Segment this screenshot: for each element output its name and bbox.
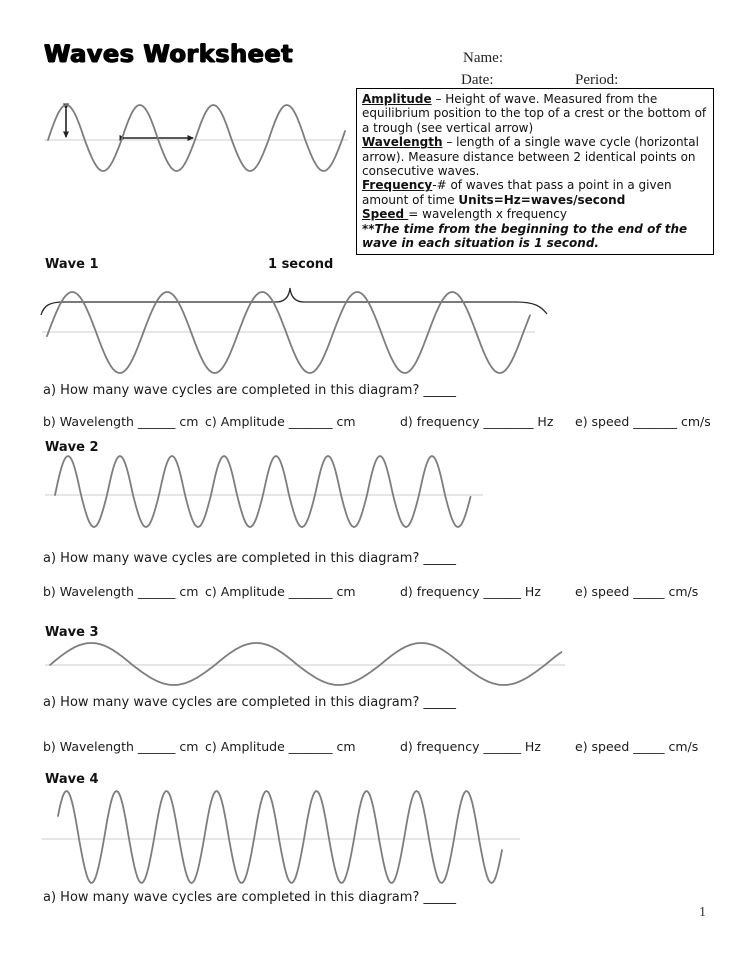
note-text: **The time from the beginning to the end of the wave in each situation is 1 second.	[362, 221, 688, 251]
page-number: 1	[699, 905, 706, 920]
wave-2-question-d: d) frequency ______ Hz	[400, 584, 541, 599]
sine-wave-curve	[58, 791, 502, 883]
one-second-brace	[41, 288, 547, 315]
wave-2-question-b: b) Wavelength ______ cm	[43, 584, 199, 599]
wave-4-diagram	[38, 788, 534, 888]
wave-1-question-b: b) Wavelength ______ cm	[43, 414, 199, 429]
definitions-box	[356, 88, 714, 255]
amplitude-term: Amplitude	[362, 92, 432, 106]
intro-wave-diagram	[38, 93, 358, 189]
wave-3-question-a: a) How many wave cycles are completed in this diagram? _____	[43, 695, 456, 710]
definition-amplitude	[362, 92, 708, 135]
speed-text: = wavelength x frequency	[408, 207, 567, 222]
wave-2-question-a: a) How many wave cycles are completed in this diagram? _____	[43, 551, 456, 566]
wave-3-question-b: b) Wavelength ______ cm	[43, 739, 199, 754]
wave-3-question-a-row	[0, 695, 749, 713]
period-label: Period:	[575, 72, 619, 88]
wave-1-question-a-row	[0, 383, 749, 401]
wave-2-question-b-row	[0, 584, 749, 602]
wave-3-question-b-row	[0, 739, 749, 757]
wave-3-diagram	[38, 638, 580, 690]
wave-1-time-label: 1 second	[268, 257, 334, 272]
wave-3-label: Wave 3	[45, 625, 99, 640]
speed-term: Speed	[362, 207, 409, 222]
wave-2-label: Wave 2	[45, 440, 99, 455]
date-label: Date:	[461, 72, 494, 88]
definition-note	[362, 222, 708, 251]
wave-2-question-c: c) Amplitude _______ cm	[205, 584, 356, 599]
wave-4-label: Wave 4	[45, 772, 99, 787]
wave-3-question-c: c) Amplitude _______ cm	[205, 739, 356, 754]
wavelength-text: – length of a single wave cycle (horizontal arrow). Measure distance between 2 identical points on consecutive waves.	[362, 135, 699, 179]
frequency-term: Frequency	[362, 178, 433, 193]
sine-wave-curve	[48, 105, 345, 171]
definition-speed	[362, 207, 708, 221]
definition-frequency	[362, 178, 708, 207]
sine-wave-curve	[50, 643, 562, 685]
sine-wave-curve	[55, 456, 471, 527]
frequency-units: Units=Hz=waves/second	[458, 192, 626, 207]
wave-1-label: Wave 1	[45, 257, 99, 272]
wavelength-term: Wavelength	[362, 135, 443, 150]
wave-1-diagram	[38, 278, 554, 380]
wave-4-question-a: a) How many wave cycles are completed in this diagram? _____	[43, 890, 456, 905]
wave-1-question-b-row	[0, 414, 749, 432]
definition-wavelength	[362, 135, 708, 178]
wave-1-question-d: d) frequency ________ Hz	[400, 414, 554, 429]
wave-2-question-a-row	[0, 551, 749, 569]
wave-1-question-a: a) How many wave cycles are completed in this diagram? _____	[43, 383, 456, 398]
page-title: Waves Worksheet	[44, 40, 294, 68]
frequency-text: -# of waves that pass a point in a given amount of time	[362, 178, 672, 207]
wave-3-question-d: d) frequency ______ Hz	[400, 739, 541, 754]
name-label: Name:	[463, 50, 503, 66]
wave-1-question-c: c) Amplitude _______ cm	[205, 414, 356, 429]
wave-2-question-e: e) speed _____ cm/s	[575, 584, 699, 599]
amplitude-text: – Height of wave. Measured from the equilibrium position to the top of a crest or the bottom of a trough (see vertical arrow)	[362, 92, 707, 135]
wave-1-question-e: e) speed _______ cm/s	[575, 414, 711, 429]
wave-2-diagram	[38, 452, 490, 532]
wave-3-question-e: e) speed _____ cm/s	[575, 739, 699, 754]
wave-4-question-a-row	[0, 890, 749, 908]
